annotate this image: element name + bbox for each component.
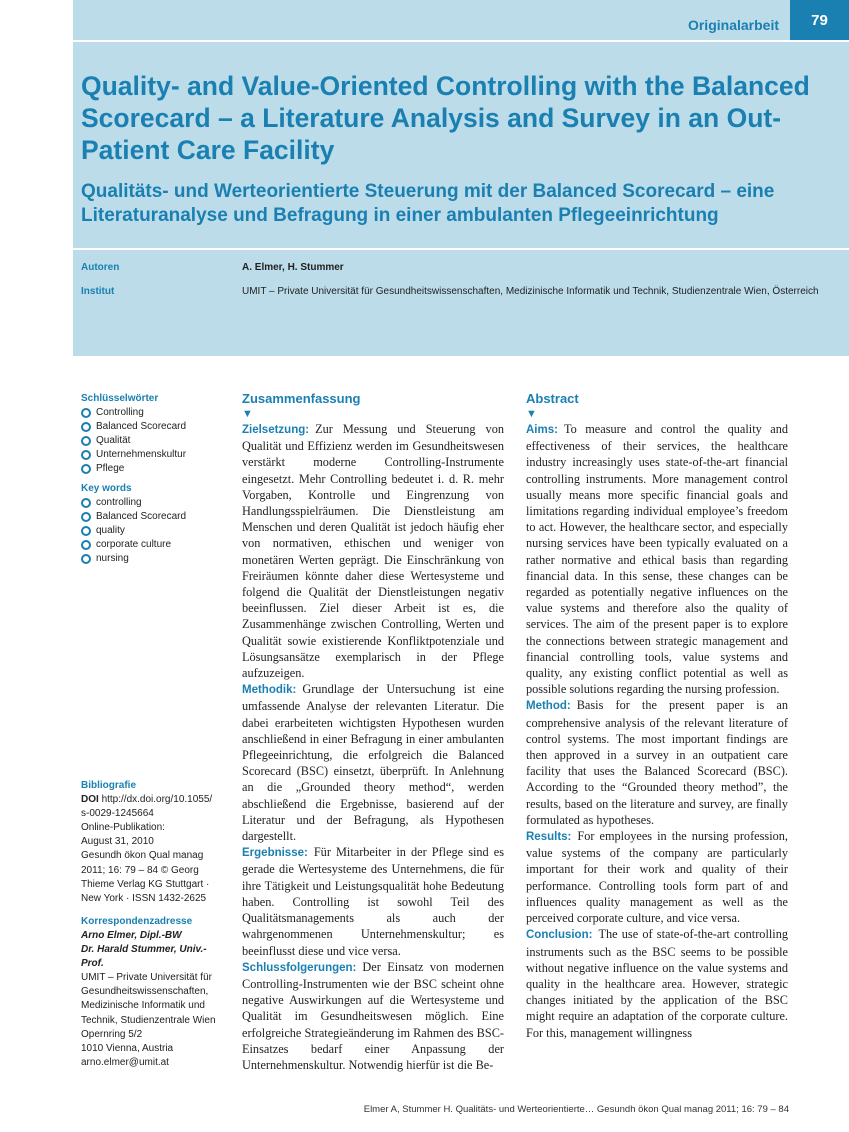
doi-line[interactable]: http://dx.doi.org/10.1055/ [101,794,213,806]
bullet-icon [81,554,91,564]
bullet-icon [81,408,91,418]
aims-paragraph: Aims: To measure and control the quality and effectiveness of their services, the healthcare industry increasingly uses state-of-the-art financial controlling instruments. More management control usually means more specific financial goals and limitations regarding individual employee’s freedom to act. However, the healthcare sector, and especially nursing services have been typically evaluated on a rather normative and ethical basis than regarding financial data. In this sense, these changes can be regarded as potentially negative influences on the value systems and therefore also the quality of services. The aim of the present paper is to explore the connections between strategic management and financial controlling tools, value systems and quality, any existing conflict potential as well as possible solutions regarding the nursing profession. [526,422,788,697]
citation-line: New York · ISSN 1432-2625 [81,892,207,904]
online-label: Online-Publikation: [81,822,165,834]
abstract-heading: Abstract [526,391,579,406]
zielsetzung-paragraph: Zielsetzung: Zur Messung und Steuerung von Qualität und Effizienz werden im Gesundheitswesen verstärkt moderne Controlling-Instrumente eingesetzt. Mehr Controlling bedeutet i. d. R. mehr Vorgaben, Kontrolle und Eingrenzung von Handlungsspielräumen. Die Dienstleistung am Menschen und deren Qualität ist jedoch häufig eher von normativen, ethischen und weniger von monetären Werten geprägt. Die Einschränkung von Freiräumen könnte daher diese Wertesysteme und folgend die Qualität der Dienstleistungen negativ beeinflussen. Ziel dieser Arbeit ist es, die Zusammenhänge zwischen Controlling, Werten und Qualität sowie existierende Konfliktpotenziale und Lösungsansätze exemplarisch in der Pflege aufzuzeigen. [242,422,504,681]
bullet-icon [81,436,91,446]
keyword-sidebar [81,392,227,572]
address-line: Gesundheitswissenschaften, [81,986,209,998]
title-german: Qualitäts- und Werteorientierte Steuerung mit der Balanced Scorecard – eine Literaturanalyse und Befragung in einer ambulanten Pflegeeinrichtung [81,181,775,226]
page-number: 79 [790,0,849,40]
correspondence-name: Prof. [81,958,104,970]
authors-label: Autoren [81,262,120,273]
correspondence-name: Dr. Harald Stummer, Univ.- [81,944,207,956]
keyword-item: quality [81,524,227,538]
keyword-item: controlling [81,496,227,510]
keyword-item: nursing [81,552,227,566]
institute: UMIT – Private Universität für Gesundheitswissenschaften, Medizinische Informatik und Technik, Studienzentrale Wien, Österreich [242,286,819,297]
keyword-item: Pflege [81,462,227,476]
keyword-item: corporate culture [81,538,227,552]
keyword-item: Unternehmenskultur [81,448,227,462]
citation-line: Thieme Verlag KG Stuttgart · [81,878,210,890]
keyword-item: Balanced Scorecard [81,420,227,434]
bullet-icon [81,498,91,508]
keywords-en-label: Key words [81,483,132,494]
online-date: August 31, 2010 [81,836,154,848]
bullet-icon [81,540,91,550]
triangle-down-icon: ▼ [242,408,253,420]
keyword-item: Qualität [81,434,227,448]
citation-line: Gesundh ökon Qual manag [81,850,204,862]
bibliography-block [81,779,227,1070]
bullet-icon [81,464,91,474]
keywords-de-list [81,406,227,476]
address-line: Medizinische Informatik und [81,1000,205,1012]
keyword-item: Balanced Scorecard [81,510,227,524]
header-band [73,0,849,40]
address-line: 1010 Vienna, Austria [81,1042,174,1054]
zusammenfassung-heading: Zusammenfassung [242,391,361,406]
keywords-de-label: Schlüsselwörter [81,393,159,404]
ergebnisse-paragraph: Ergebnisse: Für Mitarbeiter in der Pflege sind es gerade die Wertesysteme des Unternehmens, die für ihre Tätigkeit und Leistungsqualität hohe Bedeutung haben. Controlling ist sowohl Teil des Qualitätsmanagements als auch der wahrgenommenen Unternehmenskultur; es beeinflusst diese und vice versa. [242,845,504,958]
authors: A. Elmer, H. Stummer [242,262,344,273]
triangle-down-icon: ▼ [526,408,537,420]
bullet-icon [81,422,91,432]
doi-label: DOI [81,794,99,806]
bibliography-label: Bibliografie [81,780,137,791]
title-band [73,42,849,248]
email-link[interactable]: arno.elmer@umit.at [81,1056,169,1068]
bullet-icon [81,526,91,536]
bullet-icon [81,450,91,460]
institute-label: Institut [81,286,115,297]
keyword-item: Controlling [81,406,227,420]
conclusion-paragraph: Conclusion: The use of state-of-the-art controlling instruments such as the BSC seems to be possible without negative influence on the value systems and quality in the healthcare area. However, strategic changes initiated by the application of the BSC might require an adaptation of the corporate culture. For this, management willingness [526,927,788,1040]
address-line: UMIT – Private Universität für [81,972,212,984]
correspondence-label: Korrespondenzadresse [81,915,193,927]
title-english: Quality- and Value-Oriented Controlling with the Balanced Scorecard – a Literature Analysis and Survey in an Out-Patient Care Facility [81,71,810,165]
page-footer: Elmer A, Stummer H. Qualitäts- und Werteorientierte… Gesundh ökon Qual manag 2011; 16: 79 – 84 [363,1104,789,1115]
methodik-paragraph: Methodik: Grundlage der Untersuchung ist eine umfassende Analyse der relevanten Literatur. Die dabei erarbeiteten wichtigsten Hypothesen wurden anschließend in einer Befragung in einer ambulanten Pflegeeinrichtung, die erfolgreich die Balanced Scorecard (BSC) einsetzt, überprüft. In Anlehnung an die „Grounded theory method“, werden abschließend die Ergebnisse, basierend auf der Literatur und der Befragung, als Hypothesen dargestellt. [242,682,504,844]
schlussfolgerungen-paragraph: Schlussfolgerungen: Der Einsatz von modernen Controlling-Instrumenten wie der BSC scheint ohne negative Auswirkungen auf die Wertesysteme und Qualität im Gesundheitswesen möglich. Eine erfolgreiche Strategieänderung im Rahmen des BSC-Einsatzes bedarf einer Anpassung der Unternehmenskultur. Notwendig hierfür ist die Be- [242,959,504,1072]
abstract-column [526,390,788,1041]
zusammenfassung-column [242,390,504,1073]
keywords-en-list [81,496,227,566]
meta-band [73,250,849,356]
doi-line[interactable]: s-0029-1245664 [81,808,154,820]
address-line: Technik, Studienzentrale Wien [81,1014,216,1026]
correspondence-name: Arno Elmer, Dipl.-BW [81,929,182,941]
method-paragraph: Method: Basis for the present paper is an comprehensive analysis of the relevant literature of control systems. The most important findings are then approved in a survey in an outpatient care facility that uses the Balanced Scorecard (BSC). According to the “Grounded theory method”, the results, based on the literature and survey, are finally formulated as hypotheses. [526,698,788,827]
bullet-icon [81,512,91,522]
address-line: Opernring 5/2 [81,1028,143,1040]
section-label: Originalarbeit [687,17,779,33]
results-paragraph: Results: For employees in the nursing profession, value systems of the company are particularly important for their work and quality of their performance. Controlling tools form part of and influences quality management as well as the perceived corporate culture, and vice versa. [526,829,788,926]
citation-line: 2011; 16: 79 – 84 © Georg [81,864,199,876]
